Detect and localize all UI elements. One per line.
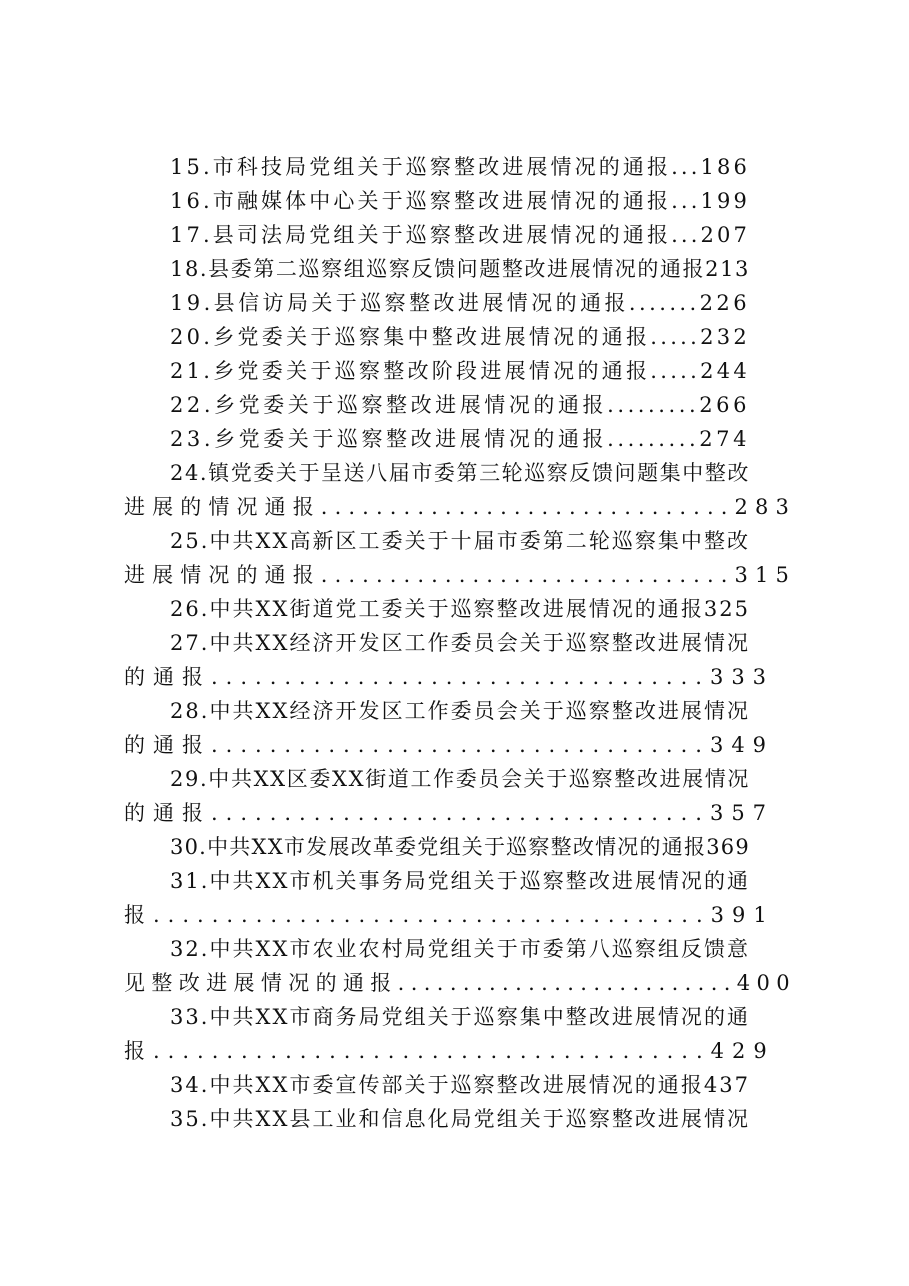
toc-entry-line: 的通报..................................349 xyxy=(124,733,775,757)
toc-entry-line: 30.中共XX市发展改革委党组关于巡察整改情况的通报369 xyxy=(170,835,750,859)
toc-entry-line: 的通报..................................333 xyxy=(124,665,775,689)
toc-entry xyxy=(124,762,796,830)
toc-entry xyxy=(124,524,796,592)
toc-entry-line: 19.县信访局关于巡察整改进展情况的通报.......226 xyxy=(170,291,750,315)
toc-entry-line: 进展的情况通报..............................283 xyxy=(124,495,796,519)
toc-entry xyxy=(124,830,796,864)
toc-entry-line: 报......................................429 xyxy=(124,1039,775,1063)
toc-entry xyxy=(124,422,796,456)
toc-entry-line: 32.中共XX市农业农村局党组关于市委第八巡察组反馈意 xyxy=(170,937,750,961)
toc-entry-line: 18.县委第二巡察组巡察反馈问题整改进展情况的通报213 xyxy=(170,257,750,281)
toc-entry xyxy=(124,218,796,252)
toc-entry-line: 23.乡党委关于巡察整改进展情况的通报.........274 xyxy=(170,427,751,451)
toc-entry-line: 16.市融媒体中心关于巡察整改进展情况的通报...199 xyxy=(170,189,750,213)
toc-entry-line: 29.中共XX区委XX街道工作委员会关于巡察整改进展情况 xyxy=(170,767,751,791)
toc-entry-line: 的通报..................................357 xyxy=(124,801,775,825)
toc-entry-line: 17.县司法局党组关于巡察整改进展情况的通报...207 xyxy=(170,223,750,247)
toc-entry xyxy=(124,1000,796,1068)
toc-entry-line: 26.中共XX街道党工委关于巡察整改进展情况的通报325 xyxy=(170,597,750,621)
toc-entry-line: 31.中共XX市机关事务局党组关于巡察整改进展情况的通 xyxy=(170,869,750,893)
toc-entry-line: 28.中共XX经济开发区工作委员会关于巡察整改进展情况 xyxy=(170,699,750,723)
toc-entry-line: 20.乡党委关于巡察集中整改进展情况的通报.....232 xyxy=(170,325,751,349)
toc-entry-line: 33.中共XX市商务局党组关于巡察集中整改进展情况的通 xyxy=(170,1005,750,1029)
toc-entry xyxy=(124,1102,796,1136)
toc-entry xyxy=(124,286,796,320)
toc-entry-line: 见整改进展情况的通报..........................400 xyxy=(124,971,796,995)
toc-entry xyxy=(124,252,796,286)
toc-entry xyxy=(124,592,796,626)
toc-entry xyxy=(124,456,796,524)
toc-entry-line: 21.乡党委关于巡察整改阶段进展情况的通报.....244 xyxy=(170,359,751,383)
toc-entry-line: 35.中共XX县工业和信息化局党组关于巡察整改进展情况 xyxy=(170,1107,750,1131)
toc-entry xyxy=(124,626,796,694)
toc-entry-line: 25.中共XX高新区工委关于十届市委第二轮巡察集中整改 xyxy=(170,529,750,553)
toc-entry-line: 34.中共XX市委宣传部关于巡察整改进展情况的通报437 xyxy=(170,1073,750,1097)
toc-entry xyxy=(124,150,796,184)
toc-entry-line: 进展情况的通报..............................315 xyxy=(124,563,796,587)
toc-entry xyxy=(124,864,796,932)
toc-entry-line: 15.市科技局党组关于巡察整改进展情况的通报...186 xyxy=(170,155,750,179)
toc-entry-line: 24.镇党委关于呈送八届市委第三轮巡察反馈问题集中整改 xyxy=(170,461,751,485)
toc-entry-line: 22.乡党委关于巡察整改进展情况的通报.........266 xyxy=(170,393,751,417)
table-of-contents xyxy=(124,150,796,1136)
toc-entry xyxy=(124,320,796,354)
toc-entry xyxy=(124,354,796,388)
toc-entry xyxy=(124,388,796,422)
toc-entry-line: 27.中共XX经济开发区工作委员会关于巡察整改进展情况 xyxy=(170,631,750,655)
toc-entry xyxy=(124,184,796,218)
toc-entry-line: 报......................................391 xyxy=(124,903,775,927)
toc-entry xyxy=(124,932,796,1000)
toc-entry xyxy=(124,1068,796,1102)
toc-entry xyxy=(124,694,796,762)
